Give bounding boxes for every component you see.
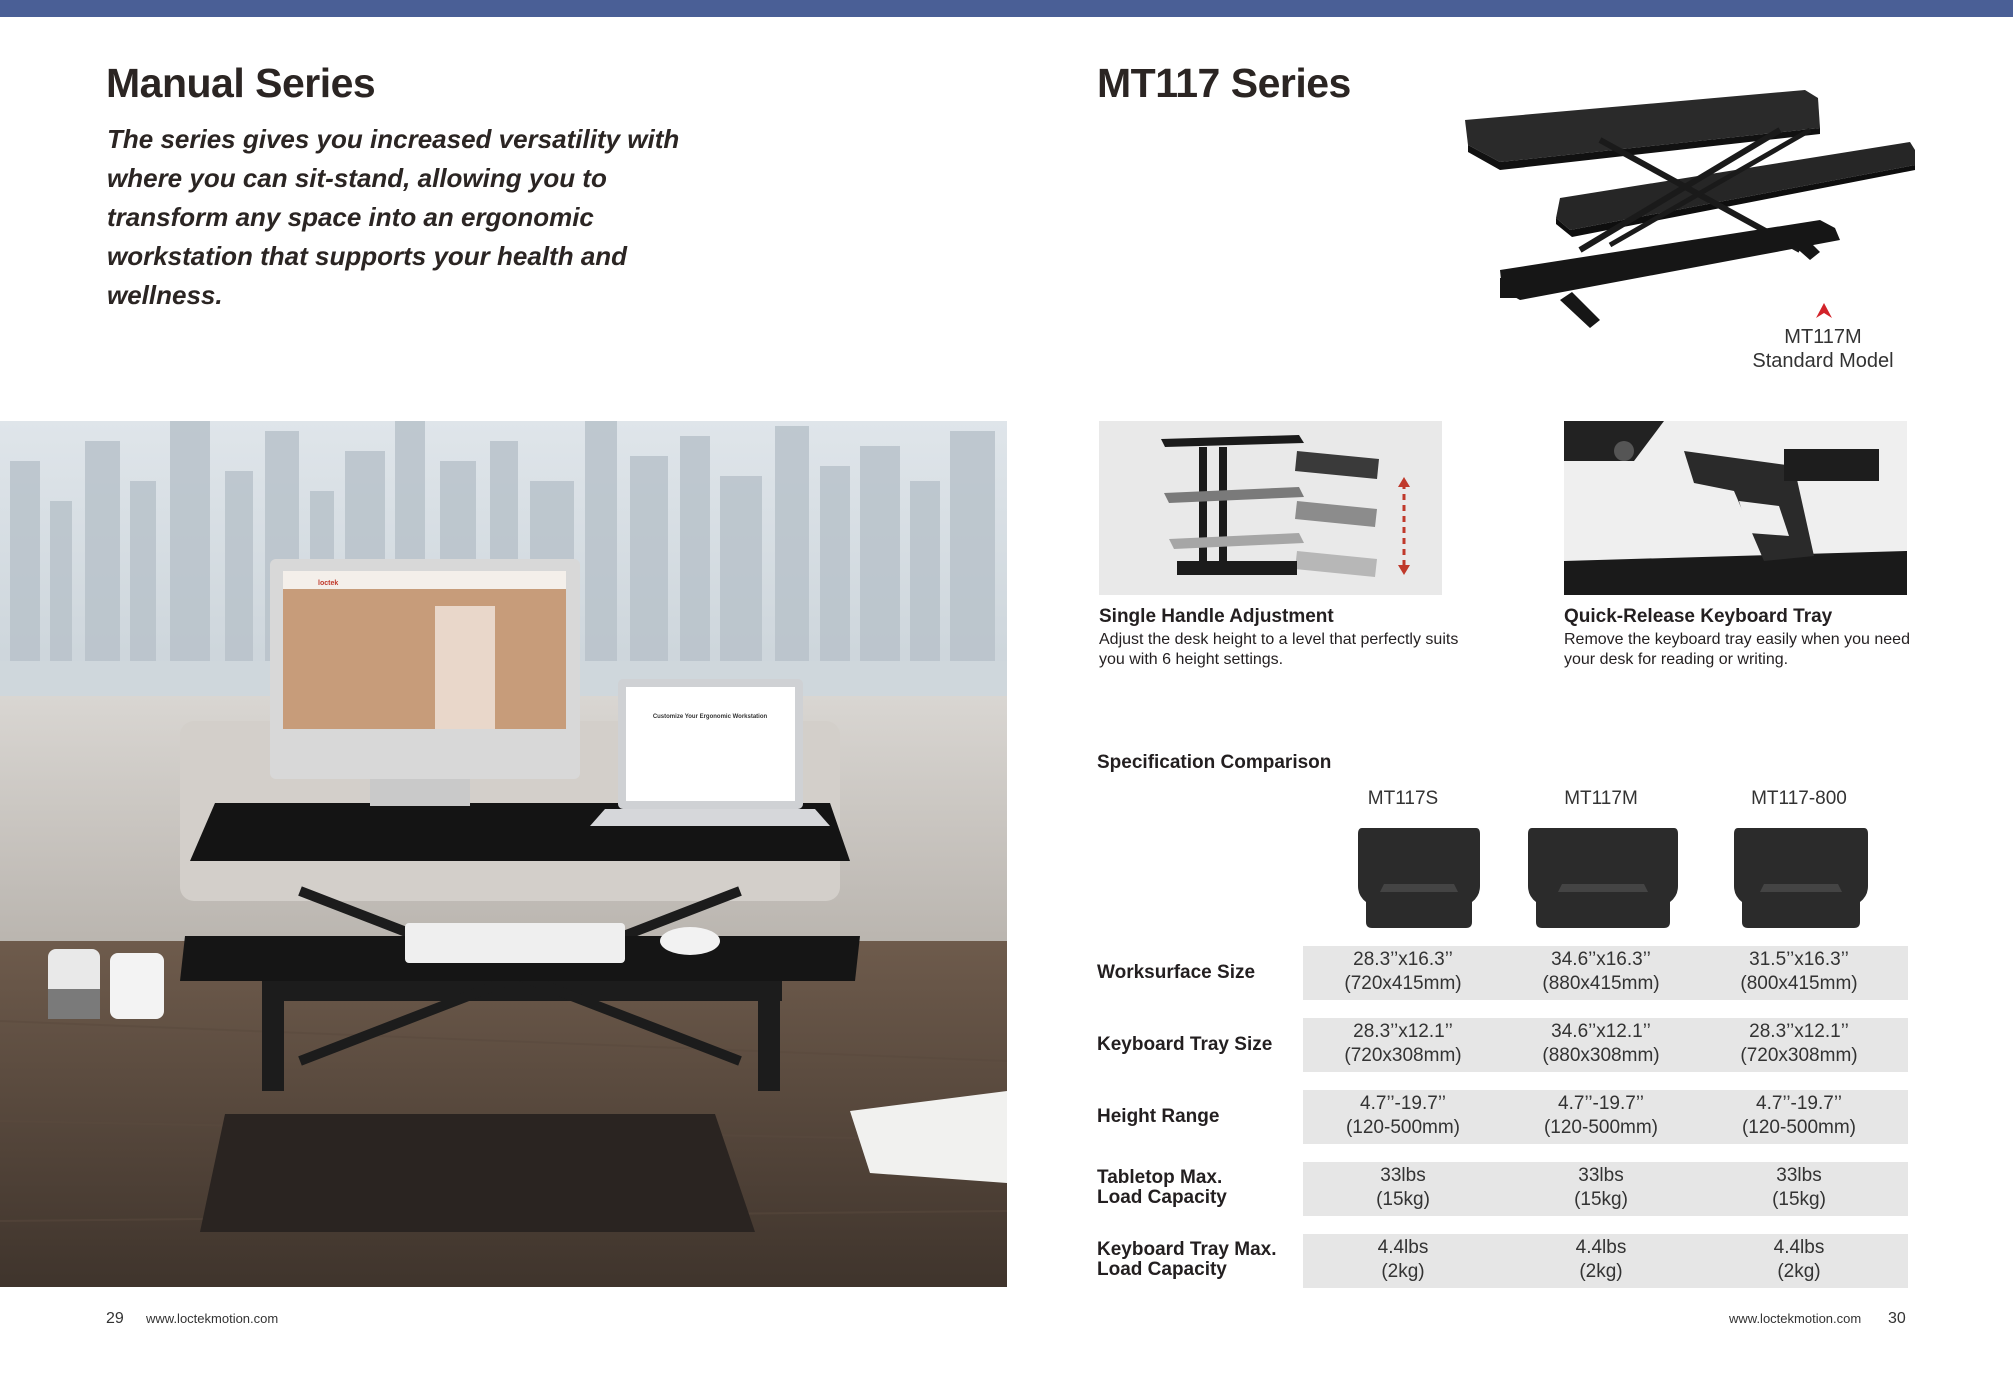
spec-cell: 4.4lbs (2kg) — [1773, 1237, 1825, 1282]
model-header-mt117-800: MT117-800 — [1751, 788, 1847, 809]
spec-label-keyboard-tray: Keyboard Tray Size — [1097, 1034, 1273, 1055]
spec-cell: 4.7’’-19.7’’ (120-500mm) — [1741, 1093, 1857, 1138]
spec-cell: 34.6’’x12.1’’ (880x308mm) — [1542, 1021, 1660, 1066]
model-callout — [1730, 325, 1916, 373]
right-footer-website[interactable]: www.loctekmotion.com — [1729, 1311, 1862, 1326]
right-page-title: MT117 Series — [1097, 60, 1351, 106]
spec-label-tabletop-load: Tabletop Max. Load Capacity — [1097, 1167, 1227, 1208]
height-adjust-illustration — [1099, 421, 1442, 595]
hero-photo — [0, 421, 1007, 1287]
left-page-description: The series gives you increased versatility with where you can sit-stand, allowing you to transform any space into an ergonomic workstation that supports your health and wellness. — [107, 124, 680, 310]
model-header-mt117m: MT117M — [1564, 788, 1638, 809]
mt117m-product-image — [1460, 70, 1915, 340]
top-color-bar — [0, 0, 2013, 17]
left-page-title: Manual Series — [106, 60, 376, 106]
spec-cell: 4.4lbs (2kg) — [1575, 1237, 1627, 1282]
feature-title-keyboard-tray: Quick-Release Keyboard Tray — [1564, 606, 1833, 627]
model-header-mt117s: MT117S — [1367, 788, 1439, 809]
left-page-number: 29 — [106, 1310, 124, 1327]
model-callout-name: MT117M — [1784, 326, 1862, 348]
feature-text-keyboard-tray: Remove the keyboard tray easily when you need your desk for reading or writing. — [1564, 631, 1910, 668]
spec-cell: 33lbs (15kg) — [1772, 1165, 1826, 1210]
red-up-arrow-icon — [1816, 303, 1832, 319]
spec-cell: 4.7’’-19.7’’ (120-500mm) — [1345, 1093, 1461, 1138]
spec-comparison-title: Specification Comparison — [1097, 752, 1332, 773]
mt117-800-surface-icon — [1732, 826, 1870, 930]
mt117m-surface-icon — [1526, 826, 1680, 930]
feature-text-single-handle: Adjust the desk height to a level that perfectly suits you with 6 height settings. — [1099, 631, 1459, 668]
spec-cell: 28.3’’x12.1’’ (720x308mm) — [1344, 1021, 1462, 1066]
spec-cell: 28.3’’x16.3’’ (720x415mm) — [1344, 949, 1462, 994]
keyboard-tray-closeup — [1564, 421, 1907, 595]
right-page-number: 30 — [1888, 1310, 1906, 1327]
model-callout-type: Standard Model — [1752, 350, 1894, 372]
spec-label-height-range: Height Range — [1097, 1106, 1220, 1127]
spec-cell: 4.7’’-19.7’’ (120-500mm) — [1543, 1093, 1659, 1138]
left-footer-website[interactable]: www.loctekmotion.com — [146, 1311, 279, 1326]
spec-cell: 28.3’’x12.1’’ (720x308mm) — [1740, 1021, 1858, 1066]
spec-cell: 33lbs (15kg) — [1376, 1165, 1430, 1210]
mt117s-surface-icon — [1356, 826, 1482, 930]
spec-cell: 31.5’’x16.3’’ (800x415mm) — [1740, 949, 1858, 994]
monitor-brand-text: loctek — [318, 580, 339, 587]
spec-label-worksurface: Worksurface Size — [1097, 962, 1256, 983]
laptop-screen-heading: Customize Your Ergonomic Workstation — [652, 714, 768, 720]
feature-title-single-handle: Single Handle Adjustment — [1099, 606, 1334, 627]
spec-cell: 34.6’’x16.3’’ (880x415mm) — [1542, 949, 1660, 994]
spec-cell: 33lbs (15kg) — [1574, 1165, 1628, 1210]
spec-label-keyboard-tray-load: Keyboard Tray Max. Load Capacity — [1097, 1239, 1277, 1280]
spec-cell: 4.4lbs (2kg) — [1377, 1237, 1429, 1282]
